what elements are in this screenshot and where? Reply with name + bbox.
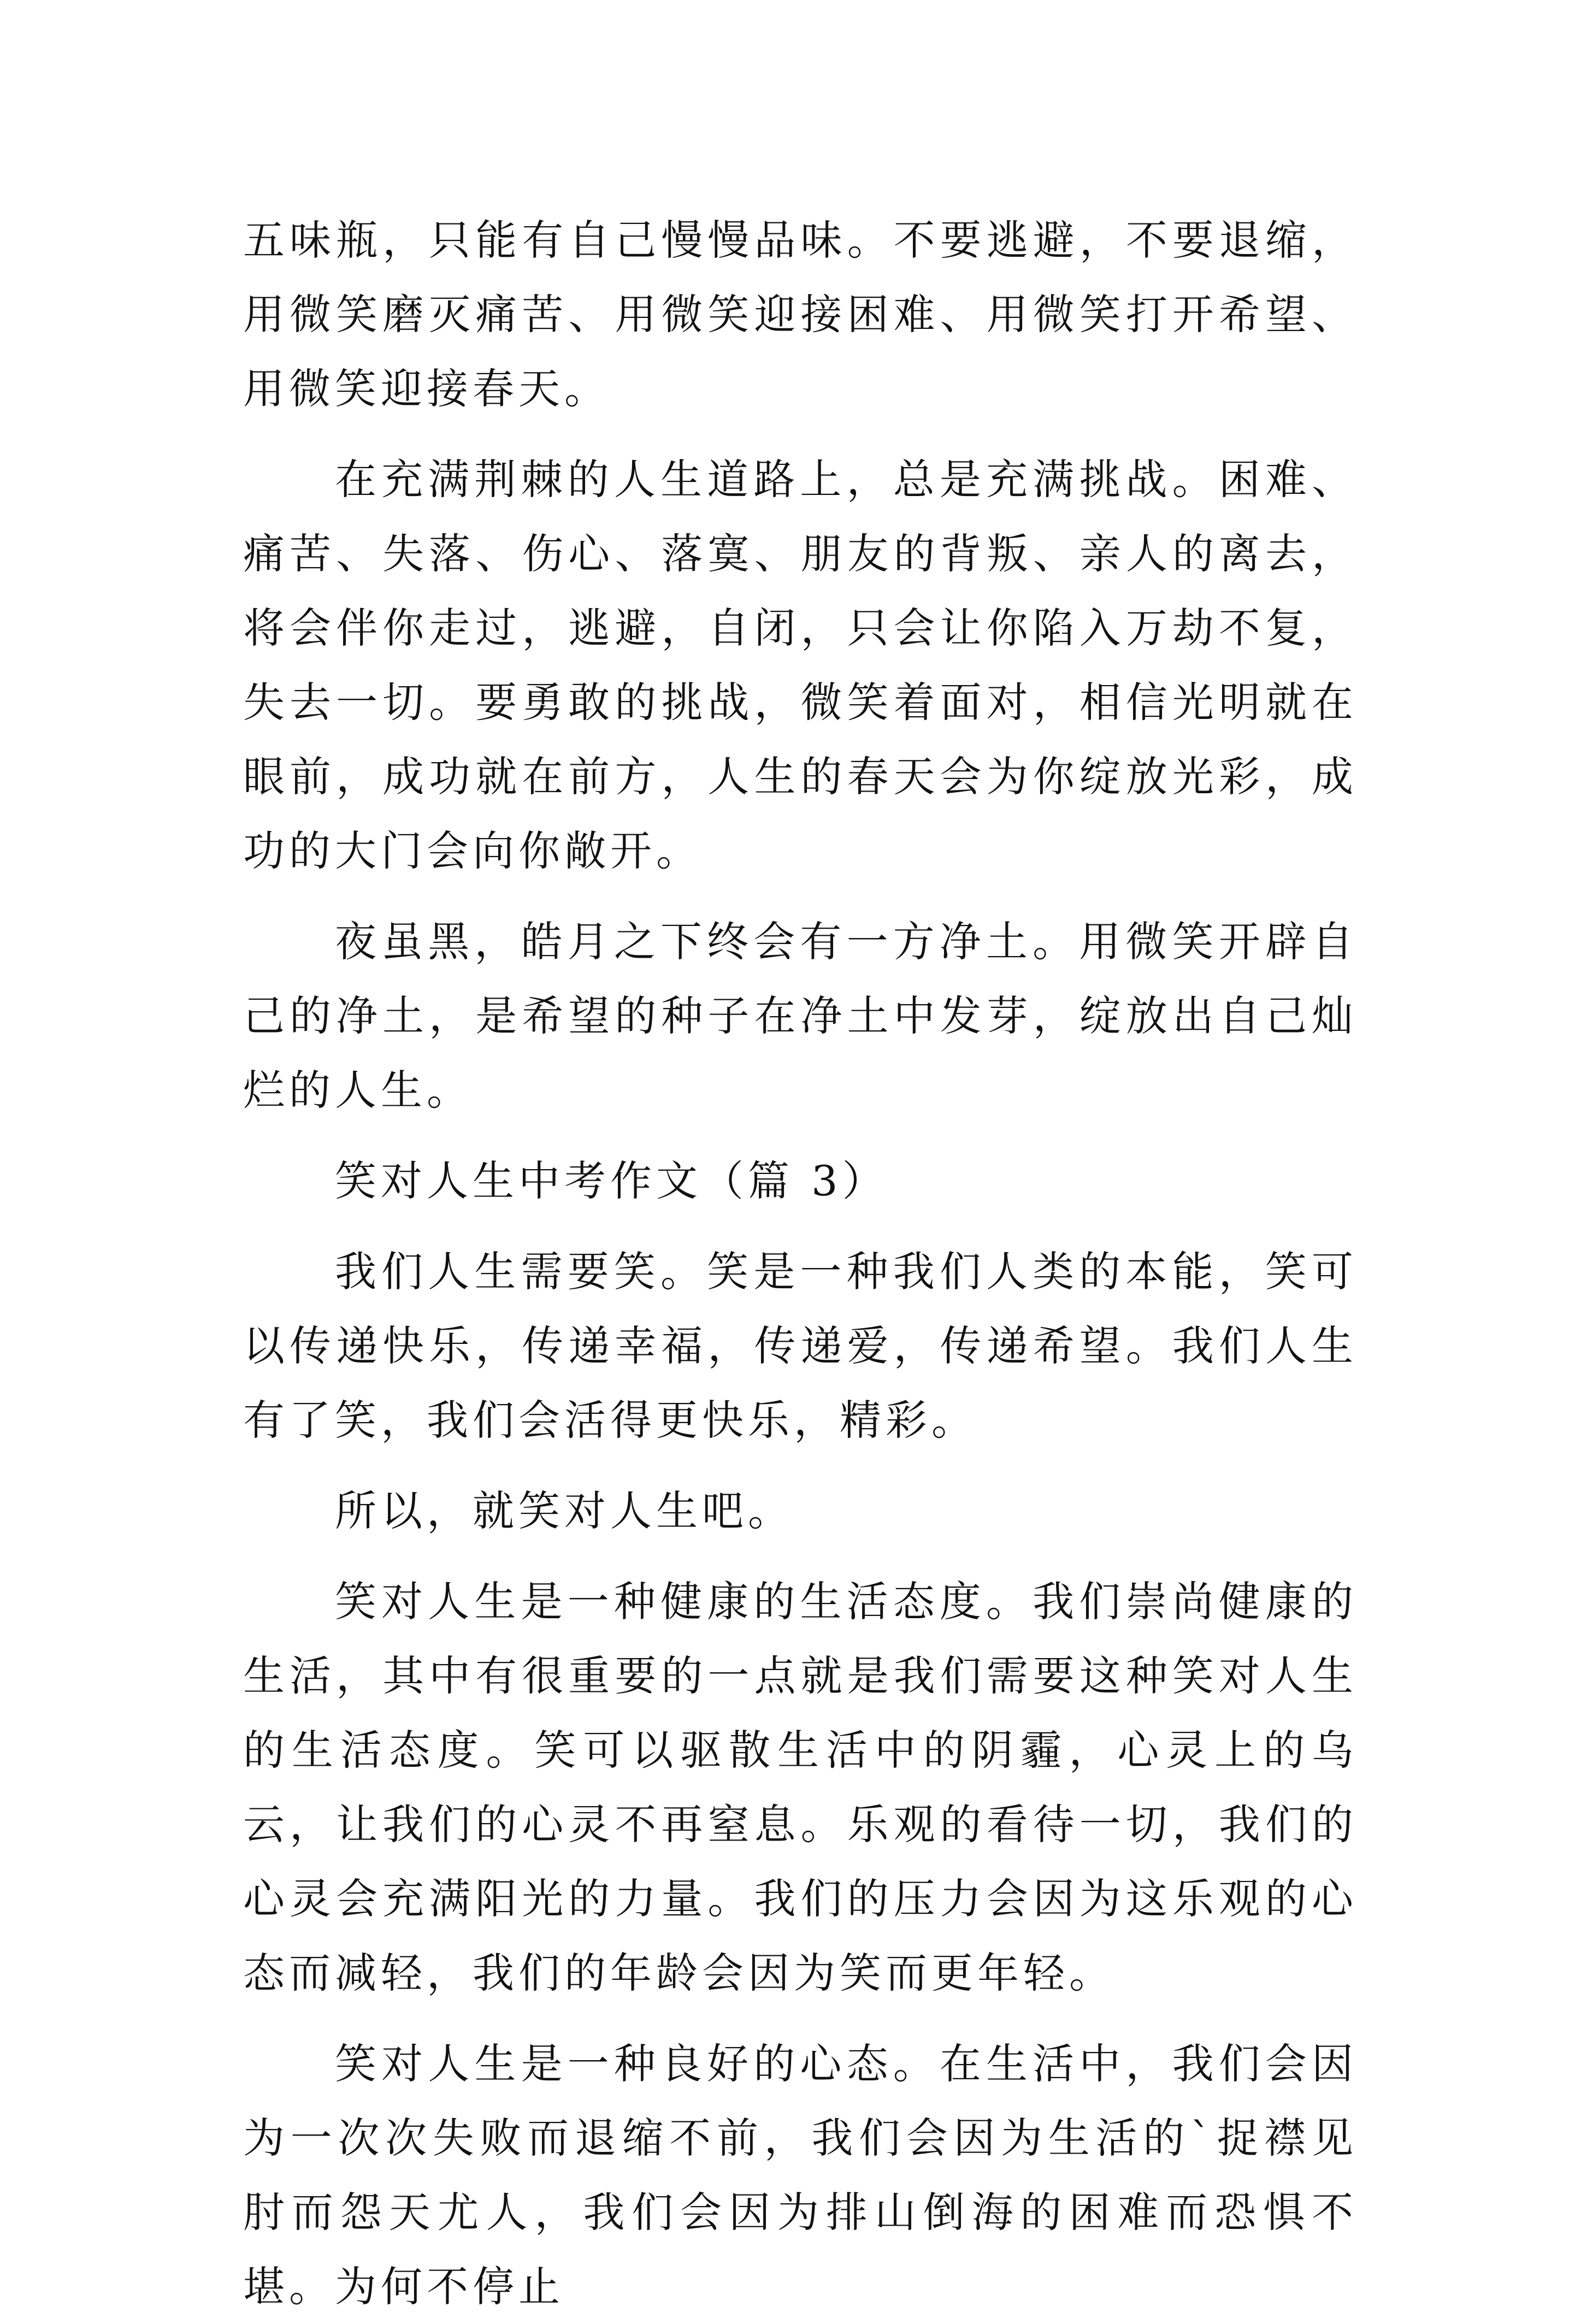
- paragraph: 在充满荆棘的人生道路上，总是充满挑战。困难、痛苦、失落、伤心、落寞、朋友的背叛、亲人的离去，将会伴你走过，逃避，自闭，只会让你陷入万劫不复，失去一切。要勇敢的挑战，微笑着面对，相信光明就在眼前，成功就在前方，人生的春天会为你绽放光彩，成功的大门会向你敞开。: [243, 455, 1358, 875]
- section-heading: 笑对人生中考作文（篇 3）: [335, 1157, 888, 1205]
- paragraph: 夜虽黑，皓月之下终会有一方净土。用微笑开辟自己的净土，是希望的种子在净土中发芽，绽放出自己灿烂的人生。: [243, 917, 1358, 1114]
- paragraph: 笑对人生是一种健康的生活态度。我们崇尚健康的生活，其中有很重要的一点就是我们需要这种笑对人生的生活态度。笑可以驱散生活中的阴霾，心灵上的乌云，让我们的心灵不再窒息。乐观的看待一切，我们的心灵会充满阳光的力量。我们的压力会因为这乐观的心态而减轻，我们的年龄会因为笑而更年轻。: [243, 1577, 1358, 1997]
- document-body: [243, 203, 1358, 2324]
- paragraph: 我们人生需要笑。笑是一种我们人类的本能，笑可以传递快乐，传递幸福，传递爱，传递希望。我们人生有了笑，我们会活得更快乐，精彩。: [243, 1247, 1358, 1444]
- paragraph: 所以，就笑对人生吧。: [335, 1487, 794, 1535]
- paragraph: 笑对人生是一种良好的心态。在生活中，我们会因为一次次失败而退缩不前，我们会因为生活的`捉襟见肘而怨天尤人，我们会因为排山倒海的困难而恐惧不堪。为何不停止: [243, 2039, 1358, 2311]
- paragraph-continuation: 五味瓶，只能有自己慢慢品味。不要逃避，不要退缩，用微笑磨灭痛苦、用微笑迎接困难、用微笑打开希望、用微笑迎接春天。: [243, 216, 1358, 413]
